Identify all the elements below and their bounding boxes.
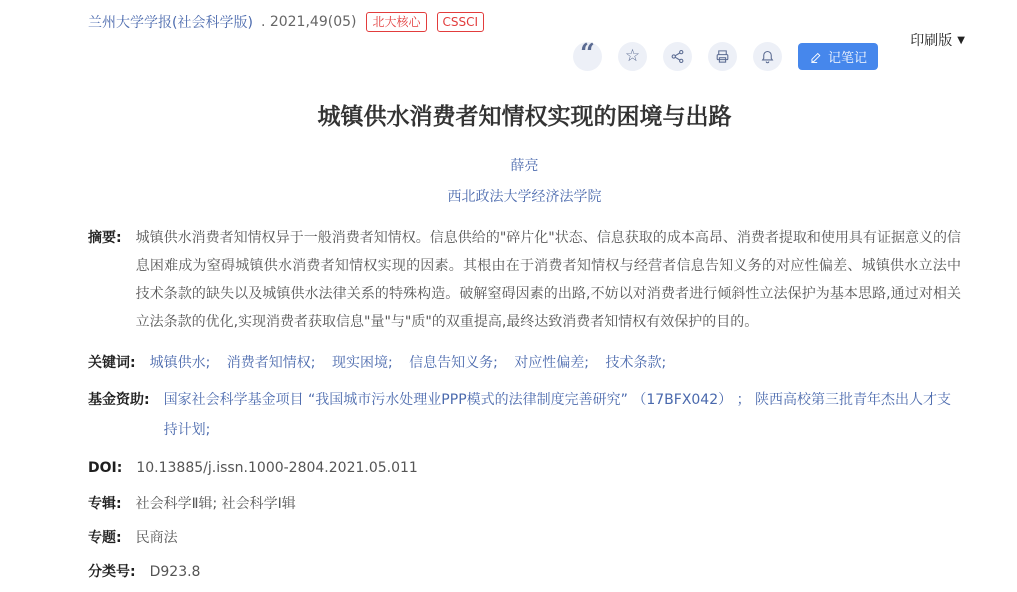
abstract-section bbox=[88, 224, 961, 336]
keyword-link[interactable]: 现实困境; bbox=[331, 355, 393, 371]
doi-value: 10.13885/j.issn.1000-2804.2021.05.011 bbox=[136, 460, 418, 476]
notification-bell-icon[interactable] bbox=[753, 42, 782, 71]
keyword-link[interactable]: 技术条款; bbox=[605, 355, 667, 371]
journal-header bbox=[88, 12, 484, 32]
journal-title-link[interactable]: 兰州大学学报(社会科学版) bbox=[88, 15, 253, 31]
favorite-star-icon[interactable]: ☆ bbox=[618, 42, 647, 71]
pencil-icon bbox=[809, 50, 823, 64]
badge-peking-core[interactable]: 北大核心 bbox=[366, 12, 426, 32]
clc-value: D923.8 bbox=[149, 564, 201, 580]
page-title: 城镇供水消费者知情权实现的困境与出路 bbox=[317, 104, 732, 130]
abstract-text: 城镇供水消费者知情权异于一般消费者知情权。信息供给的"碎片化"状态、信息获取的成本高昂、消费者提取和使用具有证据意义的信息困难成为窒碍城镇供水消费者知情权实现的因素。其根由在于消费者知情权与经营者信息告知义务的对应性偏差、城镇供水立法中技术条款的缺失以及城镇供水法律关系的特殊构造。破解窒碍因素的出路,不妨以对消费者进行倾斜性立法保护为基本思路,通过对相关立法条款的优化,实现消费者获取信息"量"与"质"的双重提高,最终达致消费者知情权有效保护的目的。 bbox=[135, 230, 961, 330]
funding-section bbox=[88, 385, 961, 445]
doi-section bbox=[88, 454, 961, 482]
journal-issue: . 2021,49(05) bbox=[260, 14, 357, 30]
take-note-button[interactable] bbox=[798, 43, 878, 70]
topic-section bbox=[88, 524, 961, 552]
album-value: 社会科学Ⅱ辑; 社会科学Ⅰ辑 bbox=[135, 496, 296, 512]
print-version-label: 印刷版 bbox=[910, 33, 953, 49]
badge-cssci[interactable]: CSSCI bbox=[437, 12, 485, 32]
album-label: 专辑: bbox=[88, 496, 122, 512]
clc-label: 分类号: bbox=[88, 564, 136, 580]
chevron-down-icon: ▼ bbox=[957, 34, 965, 46]
abstract-label: 摘要: bbox=[88, 230, 122, 246]
funding-label: 基金资助: bbox=[88, 392, 150, 408]
article-detail bbox=[88, 100, 961, 592]
article-toolbar bbox=[573, 38, 878, 71]
quote-icon[interactable]: “ bbox=[573, 42, 602, 71]
print-version-dropdown[interactable] bbox=[910, 30, 965, 50]
take-note-label: 记笔记 bbox=[827, 50, 867, 65]
doi-label: DOI: bbox=[88, 460, 123, 476]
funding-link[interactable]: 国家社会科学基金项目 “我国城市污水处理业PPP模式的法律制度完善研究” （17BFX042） ； 陕西高校第三批青年杰出人才支持计划; bbox=[163, 392, 952, 438]
print-icon[interactable] bbox=[708, 42, 737, 71]
author-link[interactable]: 薛亮 bbox=[510, 158, 539, 174]
share-icon[interactable] bbox=[663, 42, 692, 71]
album-section bbox=[88, 490, 961, 518]
keyword-link[interactable]: 城镇供水; bbox=[149, 355, 211, 371]
keyword-link[interactable]: 对应性偏差; bbox=[514, 355, 590, 371]
clc-section bbox=[88, 558, 961, 586]
affiliation-link[interactable]: 西北政法大学经济法学院 bbox=[447, 189, 602, 205]
topic-label: 专题: bbox=[88, 530, 122, 546]
keyword-link[interactable]: 消费者知情权; bbox=[226, 355, 316, 371]
keywords-label: 关键词: bbox=[88, 355, 136, 371]
keywords-section bbox=[88, 349, 961, 377]
topic-value: 民商法 bbox=[135, 530, 178, 546]
keyword-link[interactable]: 信息告知义务; bbox=[409, 355, 498, 371]
